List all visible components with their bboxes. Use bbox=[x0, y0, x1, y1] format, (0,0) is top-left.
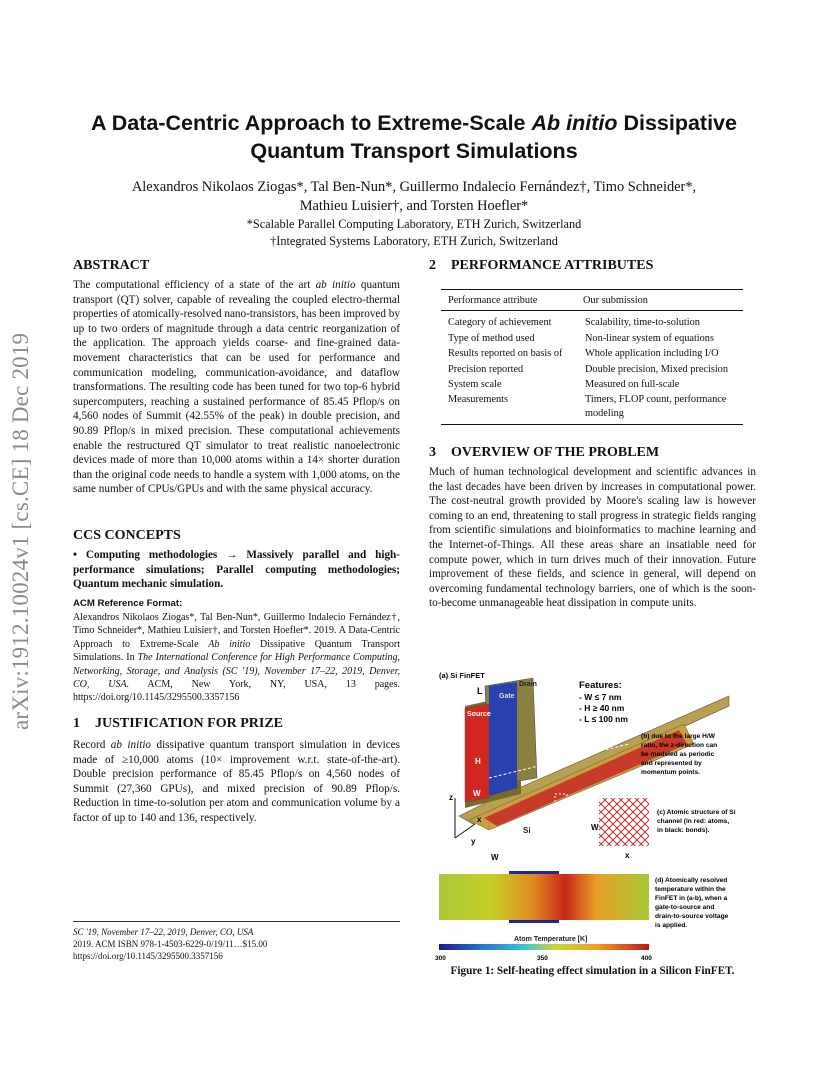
title-line2: Quantum Transport Simulations bbox=[250, 139, 578, 163]
colorbar-label: Atom Temperature [K] bbox=[514, 936, 588, 943]
section1-italic: ab initio bbox=[110, 739, 152, 751]
table-header-row bbox=[441, 290, 743, 310]
note-c-line: channel (in red: atoms, bbox=[657, 818, 730, 825]
section3-title: OVERVIEW OF THE PROBLEM bbox=[451, 445, 660, 460]
acm-ref-italic2: The International Conference for High Performance Computing, Networking, Storage, and Analysis (SC '19), November 17–22, 2019, Denver, CO, USA. bbox=[73, 652, 400, 691]
table-header-cell: Performance attribute bbox=[448, 295, 538, 306]
colorbar-tick: 300 bbox=[435, 955, 446, 962]
acm-ref-text bbox=[73, 611, 400, 705]
footnote-line3: https://doi.org/10.1145/3295500.3357156 bbox=[73, 951, 223, 961]
note-d bbox=[655, 877, 729, 929]
lattice-label-w: W bbox=[591, 823, 599, 832]
note-b-line: be modeled as periodic bbox=[641, 751, 715, 758]
note-b-line: ratio, the z-direction can bbox=[641, 742, 718, 749]
authors-line1: Alexandros Nikolaos Ziogas*, Tal Ben-Nun*, Guillermo Indalecio Fernández†, Timo Schneider*, bbox=[131, 179, 697, 195]
abstract-post: quantum transport (QT) solver, capable of revealing the coupled electro-thermal properties of atomically-resolved nano-transistors, has been improved by up to two orders of magnitude through a data centric reorganization of the application. The approach yields coarse- and fine-grained data-movement characteristics that can be used for performance and communication modeling, communication-avoidance, and dataflow transformations. The resulting code has been tuned for two top-6 hybrid supercomputers, reaching a sustained performance of 85.45 Pflop/s on 4,560 nodes of Summit (42.55% of the peak) in double precision, and 90.89 Pflop/s in mixed precision. These computational achievements enable the restructured QT simulator to treat realistic nanoelectronic devices made of more than 10,000 atoms within a 14× shorter duration than the original code needs to handle a system with 1,000 atoms, on the same number of CPUs/GPUs and with the same physical accuracy. bbox=[73, 279, 401, 496]
atomic-lattice bbox=[599, 798, 649, 846]
table-cell: Double precision, Mixed precision bbox=[585, 363, 728, 375]
abstract-pre: The computational efficiency of a state of the art bbox=[73, 279, 316, 291]
fig-label-L: L bbox=[477, 686, 483, 696]
performance-table bbox=[441, 289, 743, 425]
fig-axis-z: z bbox=[449, 793, 453, 802]
ccs-text: • Computing methodologies → Massively parallel and high-performance simulations; Parallel computing methodologies; Quantum mechanic simulation. bbox=[73, 549, 400, 591]
affiliation-2: †Integrated Systems Laboratory, ETH Zurich, Switzerland bbox=[270, 233, 558, 248]
fig-label-H: H bbox=[475, 757, 481, 766]
lattice-label-x: x bbox=[625, 851, 630, 860]
abstract-text bbox=[73, 278, 400, 497]
title-line1-post: Dissipative bbox=[617, 111, 737, 135]
acm-ref-italic1: Ab initio bbox=[208, 638, 251, 650]
note-c bbox=[657, 809, 736, 834]
note-b bbox=[641, 733, 717, 776]
feature-item: - W ≤ 7 nm bbox=[579, 692, 622, 702]
note-b-line: and represented by bbox=[641, 760, 702, 767]
arxiv-stamp: arXiv:1912.10024v1 [cs.CE] 18 Dec 2019 bbox=[8, 332, 33, 730]
colorbar-tick: 350 bbox=[537, 955, 548, 962]
affiliations bbox=[60, 216, 768, 249]
ccs-heading: CCS CONCEPTS bbox=[73, 528, 181, 543]
table-cell: Type of method used bbox=[448, 332, 535, 344]
abstract-italic: ab initio bbox=[315, 279, 356, 291]
authors-line2: Mathieu Luisier†, and Torsten Hoefler* bbox=[299, 198, 529, 214]
section3-number: 3 bbox=[429, 445, 436, 460]
fig-label-source: Source bbox=[467, 711, 491, 718]
note-d-line: is applied. bbox=[655, 922, 688, 929]
fig-label-W-gate: W bbox=[473, 789, 481, 798]
title-line1-pre: A Data-Centric Approach to Extreme-Scale bbox=[91, 111, 532, 135]
note-d-line: gate-to-source and bbox=[655, 904, 715, 911]
note-c-line: (c) Atomic structure of Si bbox=[657, 809, 736, 816]
section1-pre: Record bbox=[73, 739, 111, 751]
note-d-line: temperature within the bbox=[655, 886, 726, 893]
fig-label-a: (a) Si FinFET bbox=[439, 671, 485, 680]
note-d-line: (d) Atomically resolved bbox=[655, 877, 728, 884]
table-row bbox=[441, 331, 743, 346]
acm-ref-post: ACM, New York, NY, USA, 13 pages. https://doi.org/10.1145/3295500.3357156 bbox=[73, 679, 400, 704]
source-block bbox=[465, 704, 489, 802]
section3-heading bbox=[429, 445, 756, 461]
fig-label-drain: Drain bbox=[519, 681, 537, 688]
note-c-line: in black: bonds). bbox=[657, 827, 710, 834]
colorbar bbox=[439, 944, 649, 950]
gate-contact-bottom bbox=[509, 920, 559, 923]
table-row bbox=[441, 377, 743, 392]
note-d-line: drain-to-source voltage bbox=[655, 913, 729, 920]
table-cell: Results reported on basis of bbox=[448, 348, 563, 360]
feature-item: - L ≤ 100 nm bbox=[579, 714, 628, 724]
table-cell: Scalability, time-to-solution bbox=[585, 317, 700, 329]
section1-heading bbox=[73, 716, 400, 732]
fig-label-gate: Gate bbox=[499, 693, 515, 700]
paper-title bbox=[0, 109, 828, 165]
table-cell: Precision reported bbox=[448, 363, 524, 375]
footnote-line1: SC '19, November 17–22, 2019, Denver, CO, USA bbox=[73, 927, 254, 937]
section1-post: dissipative quantum transport simulation in devices made of ≥10,000 atoms (10× improvement w.r.t. state-of-the-art). Double precision performance of 85.45 Pflop/s on 4,560 nodes of Summit (27,360 GPUs), and mixed precision of 90.89 Pflop/s. Reduction in time-to-solution per atom and communication volume by a factor of up to 140 and 136, respectively. bbox=[73, 739, 400, 824]
colorbar-tick: 400 bbox=[641, 955, 652, 962]
table-cell: Non-linear system of equations bbox=[585, 332, 714, 344]
table-cell: Measured on full-scale bbox=[585, 379, 680, 391]
table-header-cell: Our submission bbox=[583, 295, 648, 306]
table-cell: Category of achievement bbox=[448, 317, 552, 329]
acm-ref-pre: Alexandros Nikolaos Ziogas*, Tal Ben-Nun*, Guillermo Indalecio Fernández†, Timo Schneider*, Mathieu Luisier†, and Torsten Hoefler*. 2019. A Data-Centric Approach to Extreme-Scale bbox=[73, 612, 400, 650]
table-row bbox=[441, 315, 743, 330]
footnote-line2: 2019. ACM ISBN 978-1-4503-6229-0/19/11…$15.00 bbox=[73, 939, 268, 949]
finfet-figure bbox=[429, 668, 759, 964]
affiliation-1: *Scalable Parallel Computing Laboratory, ETH Zurich, Switzerland bbox=[246, 217, 582, 231]
fig-axis-x: x bbox=[477, 815, 482, 824]
table-cell: System scale bbox=[448, 379, 502, 391]
features-title: Features: bbox=[579, 680, 622, 691]
section2-heading bbox=[429, 258, 756, 274]
footnote bbox=[73, 926, 400, 962]
feature-item: - H ≥ 40 nm bbox=[579, 703, 625, 713]
figure-caption: Figure 1: Self-heating effect simulation in a Silicon FinFET. bbox=[450, 965, 735, 977]
title-line1-italic: Ab initio bbox=[531, 111, 618, 135]
section2-number: 2 bbox=[429, 258, 436, 273]
note-d-line: FinFET in (a-b), when a bbox=[655, 895, 728, 902]
table-cell: Measurements bbox=[448, 394, 509, 406]
temperature-map bbox=[439, 874, 649, 920]
table-cell: Whole application including I/O bbox=[585, 348, 719, 360]
table-row bbox=[441, 362, 743, 377]
authors bbox=[60, 178, 768, 216]
note-b-line: (b) due to the large H/W bbox=[641, 733, 715, 740]
section1-number: 1 bbox=[73, 716, 80, 731]
section2-title: PERFORMANCE ATTRIBUTES bbox=[451, 258, 654, 273]
note-b-line: momentum points. bbox=[641, 769, 700, 776]
acm-ref-heading: ACM Reference Format: bbox=[73, 598, 183, 609]
section1-text bbox=[73, 738, 400, 826]
section3-text: Much of human technological development and scientific advances in the last decades have been driven by increases in computational power. The cost-neutral growth provided by Moore's scaling law is however coming to an end, threatening to stall progress in strategic fields ranging from scientific simulations and bioinformatics to machine learning and the Internet-of-Things. All these areas share an insatiable need for compute power, which in turn drives much of their innovation. Future improvement of these fields, and science in general, will depend on overcoming fundamental technology barriers, one of which is the soon-to-become unmanageable heat dissipation in compute units. bbox=[429, 466, 756, 610]
table-row bbox=[441, 392, 743, 421]
table-row bbox=[441, 346, 743, 361]
section1-title: JUSTIFICATION FOR PRIZE bbox=[95, 716, 283, 731]
acm-ref-mid: Dissipative Quantum Transport Simulations. In bbox=[73, 638, 400, 664]
footnote-rule bbox=[73, 921, 400, 922]
fig-label-W-bottom: W bbox=[491, 853, 499, 862]
fig-axis-y: y bbox=[471, 837, 476, 846]
x-axis bbox=[455, 824, 475, 838]
gate-contact-top bbox=[509, 871, 559, 874]
abstract-heading: ABSTRACT bbox=[73, 258, 150, 273]
table-cell: Timers, FLOP count, performance modeling bbox=[585, 394, 727, 419]
fig-label-si: Si bbox=[523, 826, 531, 835]
